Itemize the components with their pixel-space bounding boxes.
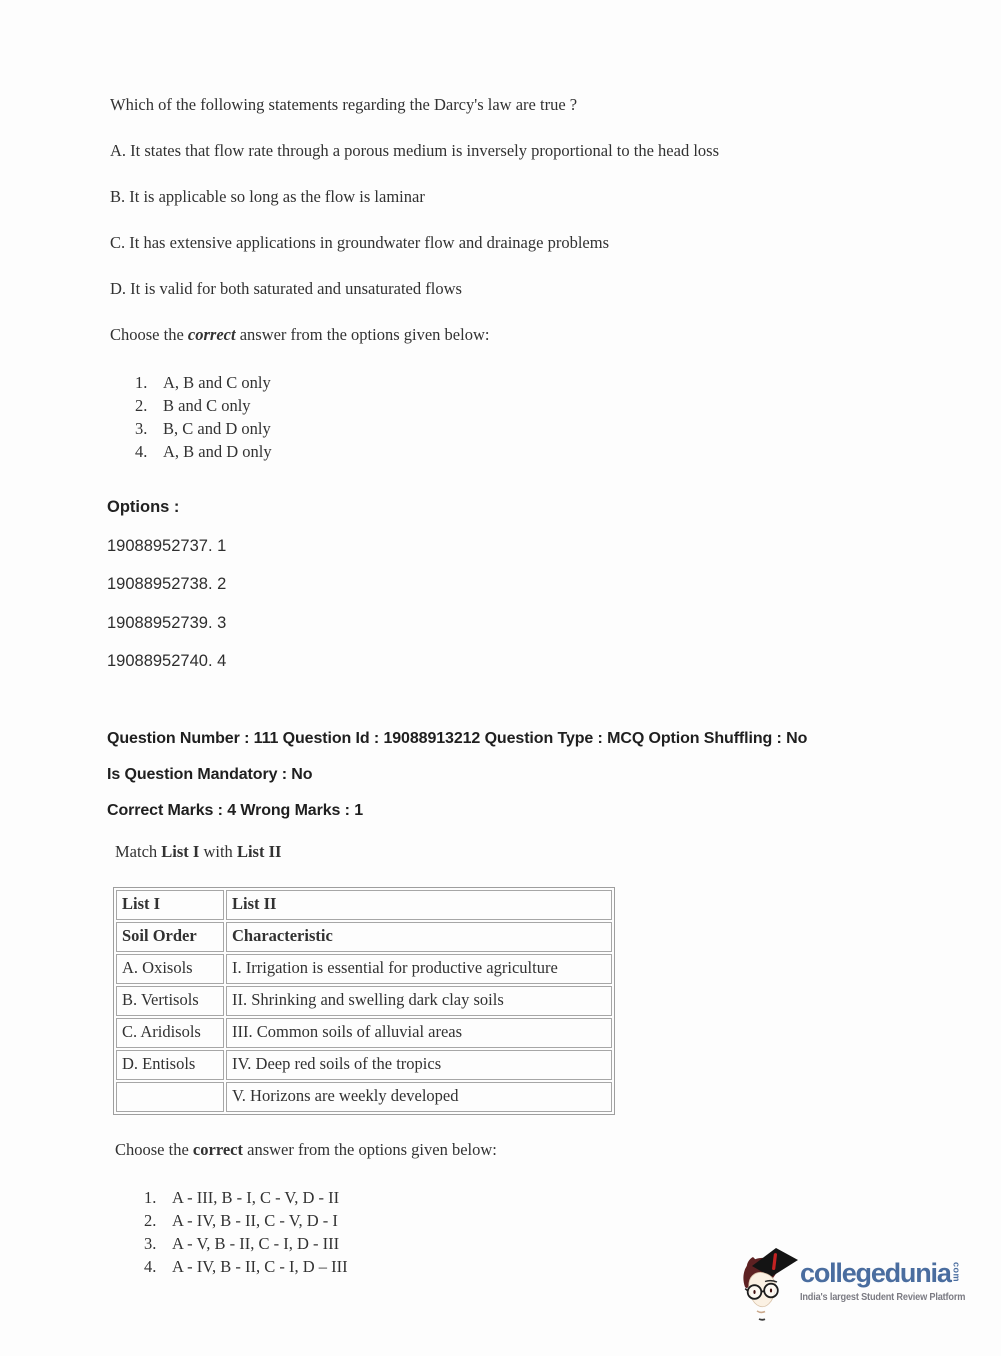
table-row bbox=[116, 1018, 612, 1048]
option-text: B, C and D only bbox=[163, 419, 271, 438]
choose-instruction bbox=[110, 325, 931, 344]
question-110-block bbox=[110, 95, 931, 463]
match-list2-label: List II bbox=[236, 841, 282, 861]
table-cell: B. Vertisols bbox=[116, 986, 224, 1016]
mascot-icon bbox=[737, 1245, 799, 1323]
meta-line-2: Is Question Mandatory : No bbox=[107, 765, 313, 783]
options-list bbox=[135, 371, 931, 463]
table-cell-list1: List I bbox=[116, 890, 224, 920]
brand-tld: com bbox=[951, 1262, 962, 1283]
table-row bbox=[116, 1050, 612, 1080]
statement-b: B. It is applicable so long as the flow is laminar bbox=[110, 187, 425, 206]
choose-prefix: Choose the bbox=[115, 1139, 193, 1159]
table-cell: III. Common soils of alluvial areas bbox=[226, 1018, 612, 1048]
option-text: A - IV, B - II, C - V, D - I bbox=[172, 1210, 338, 1230]
choose-suffix: answer from the options given below: bbox=[243, 1139, 497, 1159]
choose-instruction bbox=[115, 1140, 931, 1159]
choose-emphasis: correct bbox=[187, 325, 236, 344]
option-id-row-2: 19088952738. 2 bbox=[107, 575, 227, 593]
match-instruction bbox=[115, 842, 931, 861]
meta-line-3: Correct Marks : 4 Wrong Marks : 1 bbox=[107, 801, 364, 819]
option-item-1 bbox=[135, 371, 931, 394]
option-number: 3. bbox=[135, 419, 148, 438]
collegedunia-logo bbox=[737, 1245, 987, 1335]
option-item-4 bbox=[135, 440, 931, 463]
match-list1-label: List I bbox=[161, 841, 200, 861]
option-text: A - III, B - I, C - V, D - II bbox=[172, 1187, 340, 1207]
option-item-2 bbox=[135, 394, 931, 417]
statement-a: A. It states that flow rate through a porous medium is inversely proportional to the head loss bbox=[110, 141, 720, 160]
option-item-2 bbox=[144, 1209, 931, 1232]
option-number: 4. bbox=[135, 442, 148, 461]
question-meta bbox=[107, 721, 931, 829]
statement-d: D. It is valid for both saturated and unsaturated flows bbox=[110, 279, 462, 298]
choose-suffix: answer from the options given below: bbox=[235, 325, 490, 344]
table-header-row bbox=[116, 890, 612, 920]
brand-name: collegedunia bbox=[800, 1258, 951, 1288]
question-text: Which of the following statements regarding the Darcy's law are true ? bbox=[110, 95, 578, 114]
table-cell: V. Horizons are weekly developed bbox=[226, 1082, 612, 1112]
option-item-3 bbox=[135, 417, 931, 440]
table-row bbox=[116, 986, 612, 1016]
option-number: 1. bbox=[144, 1187, 157, 1207]
table-cell: II. Shrinking and swelling dark clay soils bbox=[226, 986, 612, 1016]
match-pre: Match bbox=[115, 841, 162, 861]
options-label: Options : bbox=[107, 498, 180, 516]
option-number: 2. bbox=[135, 396, 148, 415]
match-table bbox=[113, 887, 615, 1115]
table-cell: IV. Deep red soils of the tropics bbox=[226, 1050, 612, 1080]
table-cell: I. Irrigation is essential for productive agriculture bbox=[226, 954, 612, 984]
option-text: A, B and D only bbox=[163, 442, 272, 461]
table-cell bbox=[116, 1082, 224, 1112]
table-cell: D. Entisols bbox=[116, 1050, 224, 1080]
table-cell-soil-order: Soil Order bbox=[116, 922, 224, 952]
table-cell-list2: List II bbox=[226, 890, 612, 920]
brand-tagline: India's largest Student Review Platform bbox=[800, 1292, 966, 1303]
meta-line-1: Question Number : 111 Question Id : 19088913212 Question Type : MCQ Option Shuffling : No bbox=[107, 729, 808, 747]
option-text: B and C only bbox=[163, 396, 251, 415]
options-id-section bbox=[107, 488, 931, 681]
option-number: 1. bbox=[135, 373, 148, 392]
table-cell-characteristic: Characteristic bbox=[226, 922, 612, 952]
table-row bbox=[116, 954, 612, 984]
question-111-block bbox=[110, 842, 931, 1278]
option-number: 4. bbox=[144, 1256, 157, 1276]
table-cell: C. Aridisols bbox=[116, 1018, 224, 1048]
option-text: A - V, B - II, C - I, D - III bbox=[172, 1233, 340, 1253]
choose-emphasis: correct bbox=[192, 1139, 243, 1159]
option-number: 2. bbox=[144, 1210, 157, 1230]
option-text: A - IV, B - II, C - I, D – III bbox=[172, 1256, 348, 1276]
match-mid: with bbox=[199, 841, 237, 861]
option-id-row-4: 19088952740. 4 bbox=[107, 652, 227, 670]
option-id-row-3: 19088952739. 3 bbox=[107, 613, 227, 632]
statement-c: C. It has extensive applications in groundwater flow and drainage problems bbox=[110, 233, 609, 252]
table-row bbox=[116, 1082, 612, 1112]
choose-prefix: Choose the bbox=[110, 325, 188, 344]
logo-text bbox=[800, 1260, 980, 1303]
option-number: 3. bbox=[144, 1233, 157, 1253]
option-id-row-1: 19088952737. 1 bbox=[107, 536, 227, 555]
table-cell: A. Oxisols bbox=[116, 954, 224, 984]
option-text: A, B and C only bbox=[163, 373, 271, 392]
option-item-1 bbox=[144, 1186, 931, 1209]
table-subheader-row bbox=[116, 922, 612, 952]
